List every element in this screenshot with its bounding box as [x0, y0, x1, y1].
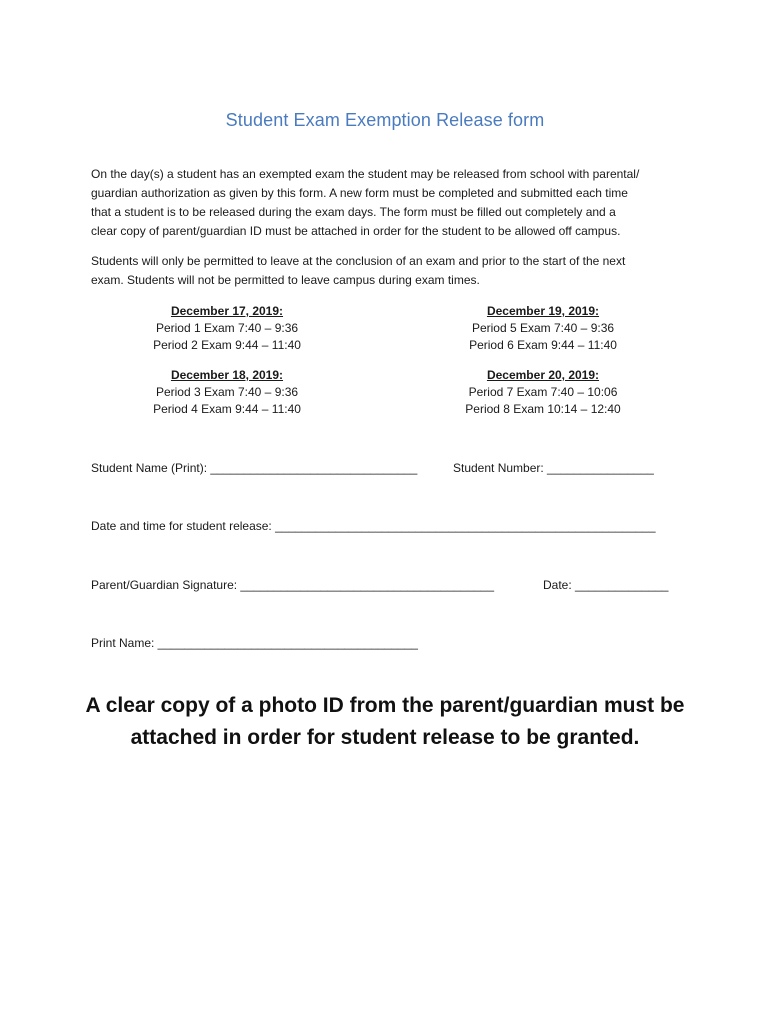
schedule-date: December 20, 2019:: [486, 368, 600, 382]
schedule-date: December 17, 2019:: [170, 304, 284, 318]
schedule-block-dec-17: [107, 303, 347, 354]
schedule-line: Period 7 Exam 7:40 – 10:06: [468, 385, 618, 399]
permission-paragraph: Students will only be permitted to leave at the conclusion of an exam and prior to the start of the next exam. Students will not be permitted to leave campus during exam times.: [91, 254, 626, 287]
release-datetime-field[interactable]: Date and time for student release: _________________________________________________________: [91, 519, 656, 533]
schedule-line: Period 5 Exam 7:40 – 9:36: [471, 321, 615, 335]
schedule-date: December 19, 2019:: [486, 304, 600, 318]
schedule-line: Period 4 Exam 9:44 – 11:40: [153, 402, 301, 416]
guardian-signature-field[interactable]: Parent/Guardian Signature: ______________________________________: [91, 578, 495, 592]
schedule-block-dec-18: [107, 367, 347, 418]
date-field[interactable]: Date: ______________: [543, 578, 669, 592]
schedule-line: Period 6 Exam 9:44 – 11:40: [469, 338, 617, 352]
schedule-date: December 18, 2019:: [170, 368, 284, 382]
student-number-field[interactable]: Student Number: ________________: [453, 461, 654, 475]
print-name-field[interactable]: Print Name: _______________________________________: [91, 636, 418, 650]
student-name-field[interactable]: Student Name (Print): _______________________________: [91, 461, 418, 475]
intro-paragraph: On the day(s) a student has an exempted exam the student may be released from school with parental/ guardian authorization as given by this form. A new form must be completed and submitted each time that a student is to be released during the exam days. The form must be filled out completely and a clear copy of parent/guardian ID must be attached in order for the student to be allowed off campus.: [91, 167, 640, 238]
schedule-line: Period 2 Exam 9:44 – 11:40: [153, 338, 301, 352]
form-title: Student Exam Exemption Release form: [225, 110, 545, 130]
schedule-line: Period 3 Exam 7:40 – 9:36: [155, 385, 299, 399]
photo-id-notice: A clear copy of a photo ID from the parent/guardian must be attached in order for student release to be granted.: [85, 694, 685, 749]
schedule-line: Period 8 Exam 10:14 – 12:40: [465, 402, 621, 416]
schedule-block-dec-20: [423, 367, 663, 418]
schedule-line: Period 1 Exam 7:40 – 9:36: [155, 321, 299, 335]
schedule-block-dec-19: [423, 303, 663, 354]
